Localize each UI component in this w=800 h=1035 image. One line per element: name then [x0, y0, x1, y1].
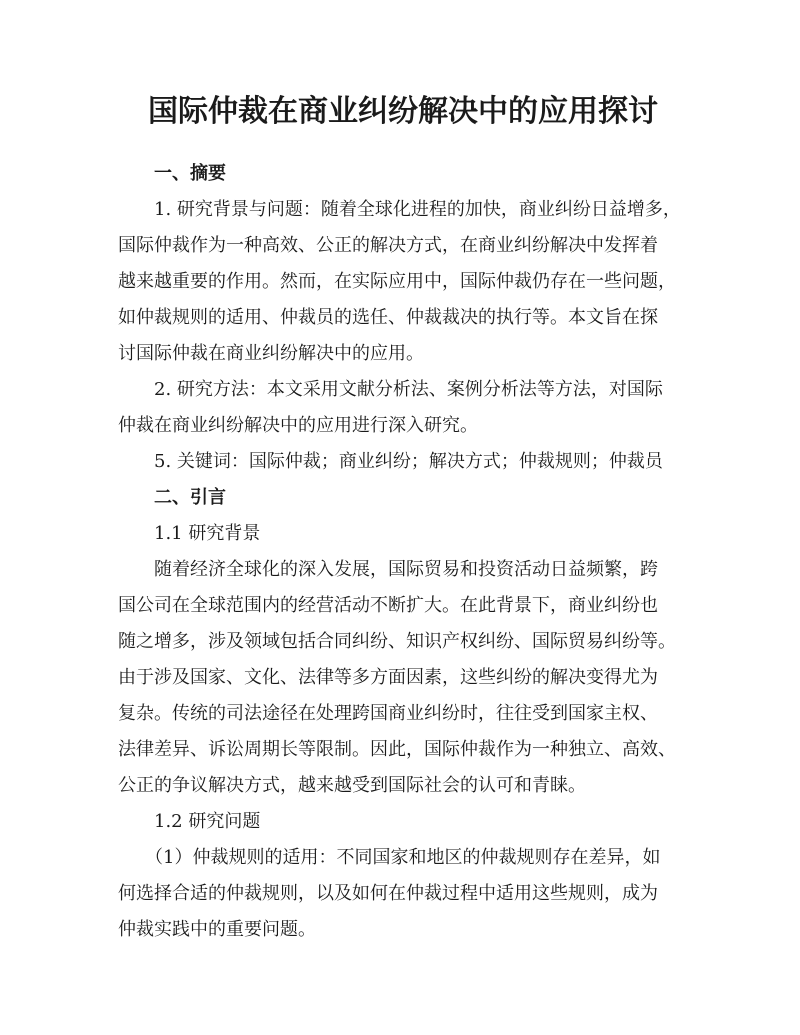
paragraph-line: 讨国际仲裁在商业纠纷解决中的应用。: [118, 343, 424, 364]
intro-paragraph-background: [118, 552, 690, 804]
abstract-paragraph-background: [118, 192, 690, 372]
paragraph-line: 如仲裁规则的适用、仲裁员的选任、仲裁裁决的执行等。本文旨在探: [118, 307, 658, 328]
paragraph-line: 国际仲裁作为一种高效、公正的解决方式，在商业纠纷解决中发挥着: [118, 235, 658, 256]
paragraph-line: 5. 关键词：国际仲裁；商业纠纷；解决方式；仲裁规则；仲裁员: [154, 451, 663, 472]
paragraph-line: 何选择合适的仲裁规则，以及如何在仲裁过程中适用这些规则，成为: [118, 883, 658, 904]
paragraph-line: 越来越重要的作用。然而，在实际应用中，国际仲裁仍存在一些问题，: [118, 271, 676, 292]
paragraph-line: 随之增多，涉及领域包括合同纠纷、知识产权纠纷、国际贸易纠纷等。: [118, 631, 676, 652]
paragraph-line: 仲裁实践中的重要问题。: [118, 919, 316, 940]
section-heading-introduction: 二、引言: [154, 487, 226, 508]
section-heading-abstract: 一、摘要: [154, 163, 226, 184]
paragraph-line: 法律差异、诉讼周期长等限制。因此，国际仲裁作为一种独立、高效、: [118, 739, 676, 760]
abstract-paragraph-keywords: [118, 444, 690, 480]
paragraph-line: 复杂。传统的司法途径在处理跨国商业纠纷时，往往受到国家主权、: [118, 703, 658, 724]
paragraph-line: 随着经济全球化的深入发展，国际贸易和投资活动日益频繁，跨: [154, 559, 658, 580]
paragraph-line: 国公司在全球范围内的经营活动不断扩大。在此背景下，商业纠纷也: [118, 595, 658, 616]
paragraph-line: 由于涉及国家、文化、法律等多方面因素，这些纠纷的解决变得尤为: [118, 667, 658, 688]
paragraph-line: 公正的争议解决方式，越来越受到国际社会的认可和青睐。: [118, 775, 586, 796]
subsection-heading-background: 1.1 研究背景: [154, 523, 261, 544]
document-title: 国际仲裁在商业纠纷解决中的应用探讨: [148, 94, 658, 129]
subsection-heading-questions: 1.2 研究问题: [154, 811, 261, 832]
paragraph-line: 2. 研究方法：本文采用文献分析法、案例分析法等方法，对国际: [154, 379, 663, 400]
abstract-paragraph-method: [118, 372, 690, 444]
intro-paragraph-questions: [118, 840, 690, 948]
paragraph-line: 1. 研究背景与问题：随着全球化进程的加快，商业纠纷日益增多，: [154, 199, 681, 220]
paragraph-line: 仲裁在商业纠纷解决中的应用进行深入研究。: [118, 415, 478, 436]
paragraph-line: （1）仲裁规则的适用：不同国家和地区的仲裁规则存在差异，如: [145, 847, 661, 868]
